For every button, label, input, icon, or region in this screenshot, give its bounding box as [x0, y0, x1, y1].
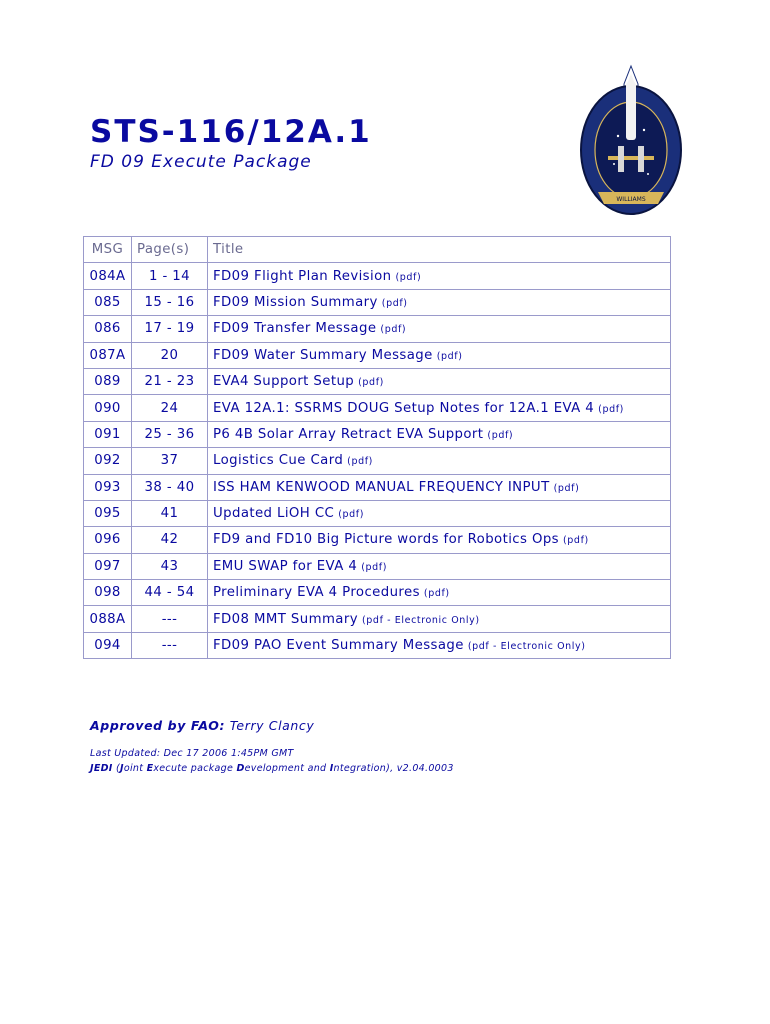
pdf-link[interactable]: (pdf - Electronic Only)	[362, 614, 480, 626]
table-row	[84, 421, 671, 447]
title-cell	[208, 289, 671, 315]
jedi-label: JEDI	[90, 763, 113, 774]
page-range: ---	[132, 632, 208, 658]
jedi-part: oint	[123, 763, 147, 774]
page-range: 42	[132, 527, 208, 553]
page-range: 24	[132, 395, 208, 421]
document-link[interactable]: Preliminary EVA 4 Procedures	[213, 585, 420, 601]
msg-number: 097	[84, 553, 132, 579]
pdf-link[interactable]: (pdf)	[358, 377, 384, 389]
pdf-link[interactable]: (pdf)	[487, 429, 514, 441]
page-range: 15 - 16	[132, 289, 208, 315]
pdf-link[interactable]: (pdf)	[395, 271, 422, 283]
page-range: 44 - 54	[132, 580, 208, 606]
pdf-link[interactable]: (pdf)	[347, 456, 373, 468]
pdf-link[interactable]: (pdf)	[598, 403, 624, 415]
pdf-link[interactable]: (pdf)	[423, 588, 450, 600]
header-pages: Page(s)	[132, 237, 208, 263]
title-cell	[208, 368, 671, 394]
mission-patch	[578, 64, 684, 220]
title-cell	[208, 448, 671, 474]
page-range: 41	[132, 500, 208, 526]
jedi-part: I	[329, 763, 334, 774]
document-link[interactable]: EMU SWAP for EVA 4	[213, 558, 358, 574]
approved-label: Approved by FAO:	[90, 718, 226, 733]
document-link[interactable]: EVA4 Support Setup	[213, 374, 355, 390]
document-subtitle: FD 09 Execute Package	[90, 152, 312, 172]
msg-number: 092	[84, 448, 132, 474]
pdf-link[interactable]: (pdf - Electronic Only)	[467, 641, 586, 653]
title-cell	[208, 580, 671, 606]
table-row	[84, 448, 671, 474]
approver-name: Terry Clancy	[229, 718, 315, 733]
jedi-part: (	[115, 763, 120, 774]
table-row	[84, 580, 671, 606]
msg-number: 094	[84, 632, 132, 658]
pdf-link[interactable]: (pdf)	[338, 509, 365, 521]
jedi-part: evelopment and	[244, 763, 330, 774]
page-range: ---	[132, 606, 208, 632]
msg-number: 090	[84, 395, 132, 421]
document-link[interactable]: P6 4B Solar Array Retract EVA Support	[213, 426, 484, 442]
svg-text:WILLIAMS: WILLIAMS	[616, 196, 646, 203]
msg-number: 089	[84, 368, 132, 394]
pdf-link[interactable]: (pdf)	[361, 561, 388, 573]
pdf-link[interactable]: (pdf)	[380, 324, 407, 336]
document-link[interactable]: FD09 Flight Plan Revision	[213, 268, 392, 284]
title-cell	[208, 500, 671, 526]
pdf-link[interactable]: (pdf)	[553, 482, 580, 494]
msg-number: 093	[84, 474, 132, 500]
jedi-part: E	[146, 763, 154, 774]
document-link[interactable]: FD09 Mission Summary	[213, 294, 378, 310]
document-title: STS-116/12A.1	[90, 114, 372, 150]
page-range: 37	[132, 448, 208, 474]
page-range: 20	[132, 342, 208, 368]
msg-number: 095	[84, 500, 132, 526]
msg-number: 084A	[84, 263, 132, 289]
table-row	[84, 527, 671, 553]
document-link[interactable]: FD09 Transfer Message	[213, 321, 377, 337]
document-link[interactable]: FD08 MMT Summary	[213, 611, 358, 627]
table-row	[84, 474, 671, 500]
table-row	[84, 632, 671, 658]
page-range: 1 - 14	[132, 263, 208, 289]
title-cell	[208, 632, 671, 658]
title-cell	[208, 421, 671, 447]
page-range: 43	[132, 553, 208, 579]
msg-number: 096	[84, 527, 132, 553]
table-row	[84, 553, 671, 579]
document-link[interactable]: ISS HAM KENWOOD MANUAL FREQUENCY INPUT	[213, 479, 550, 495]
header-title: Title	[208, 237, 671, 263]
msg-number: 086	[84, 316, 132, 342]
table-row	[84, 395, 671, 421]
document-link[interactable]: Logistics Cue Card	[213, 453, 344, 469]
msg-number: 088A	[84, 606, 132, 632]
table-row	[84, 368, 671, 394]
page-range: 17 - 19	[132, 316, 208, 342]
document-link[interactable]: FD9 and FD10 Big Picture words for Robotics Ops	[213, 532, 559, 548]
table-row	[84, 263, 671, 289]
jedi-part: J	[120, 763, 124, 774]
title-cell	[208, 474, 671, 500]
jedi-part: xecute package	[153, 763, 237, 774]
title-cell	[208, 263, 671, 289]
jedi-line	[90, 763, 454, 774]
msg-number: 087A	[84, 342, 132, 368]
msg-number: 098	[84, 580, 132, 606]
table-row	[84, 316, 671, 342]
last-updated: Last Updated: Dec 17 2006 1:45PM GMT	[90, 748, 294, 759]
msg-number: 091	[84, 421, 132, 447]
page-range: 25 - 36	[132, 421, 208, 447]
page-range: 38 - 40	[132, 474, 208, 500]
jedi-expansion	[116, 763, 454, 774]
pdf-link[interactable]: (pdf)	[436, 350, 463, 362]
title-cell	[208, 527, 671, 553]
table-row	[84, 606, 671, 632]
header-msg: MSG	[84, 237, 132, 263]
table-header-row	[84, 237, 671, 263]
title-cell	[208, 316, 671, 342]
message-table	[83, 236, 671, 659]
msg-number: 085	[84, 289, 132, 315]
document-link[interactable]: FD09 PAO Event Summary Message	[213, 638, 464, 654]
jedi-part: ntegration), v2.04.0003	[333, 763, 454, 774]
document-link[interactable]: EVA 12A.1: SSRMS DOUG Setup Notes for 12A.1 EVA 4	[213, 400, 595, 416]
table-row	[84, 342, 671, 368]
jedi-part: D	[236, 763, 245, 774]
pdf-link[interactable]: (pdf)	[381, 297, 408, 309]
table-row	[84, 289, 671, 315]
table-row	[84, 500, 671, 526]
document-link[interactable]: FD09 Water Summary Message	[213, 347, 433, 363]
approval-line	[90, 718, 314, 733]
title-cell	[208, 553, 671, 579]
document-link[interactable]: Updated LiOH CC	[213, 506, 335, 522]
page-range: 21 - 23	[132, 368, 208, 394]
title-cell	[208, 606, 671, 632]
title-cell	[208, 342, 671, 368]
title-cell	[208, 395, 671, 421]
pdf-link[interactable]: (pdf)	[563, 535, 589, 547]
